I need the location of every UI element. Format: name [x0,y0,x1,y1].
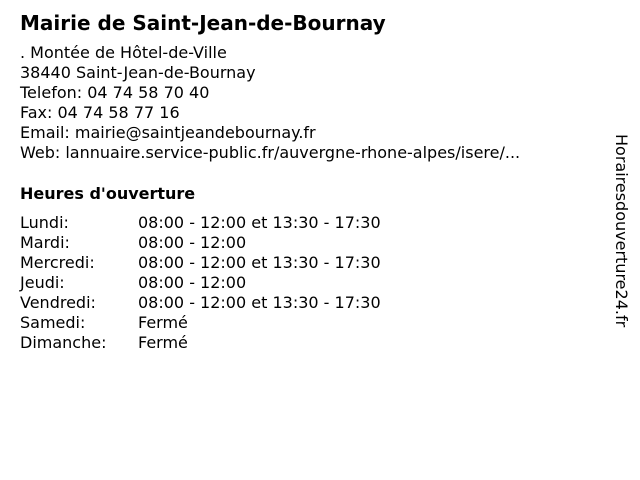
time-value: 08:00 - 12:00 et 13:30 - 17:30 [138,253,381,272]
address-city: 38440 Saint-Jean-de-Bournay [20,63,256,82]
day-label: Lundi: [20,213,69,232]
page-title: Mairie de Saint-Jean-de-Bournay [20,11,386,35]
time-value: Fermé [138,313,188,332]
hours-row-dimanche [20,333,381,353]
email-address: Email: mairie@saintjeandebournay.fr [20,123,316,142]
day-label: Jeudi: [20,273,65,292]
time-value: 08:00 - 12:00 [138,233,247,252]
hours-row-mardi [20,233,381,253]
hours-row-mercredi [20,253,381,273]
time-value: Fermé [138,333,188,352]
site-watermark-label: Horairesdouverture24.fr [612,134,631,328]
hours-row-vendredi [20,293,381,313]
address-block [20,43,520,163]
day-label: Mercredi: [20,253,95,272]
time-value: 08:00 - 12:00 et 13:30 - 17:30 [138,293,381,312]
hours-row-samedi [20,313,381,333]
phone-number: Telefon: 04 74 58 70 40 [20,83,210,102]
hours-row-lundi [20,213,381,233]
time-value: 08:00 - 12:00 et 13:30 - 17:30 [138,213,381,232]
fax-number: Fax: 04 74 58 77 16 [20,103,180,122]
day-label: Mardi: [20,233,70,252]
hours-row-jeudi [20,273,381,293]
website-url: Web: lannuaire.service-public.fr/auvergne-rhone-alpes/isere/... [20,143,521,162]
time-value: 08:00 - 12:00 [138,273,247,292]
day-label: Samedi: [20,313,86,332]
day-label: Dimanche: [20,333,107,352]
day-label: Vendredi: [20,293,96,312]
hours-heading: Heures d'ouverture [20,184,196,203]
address-street: . Montée de Hôtel-de-Ville [20,43,227,62]
hours-list [20,213,381,353]
